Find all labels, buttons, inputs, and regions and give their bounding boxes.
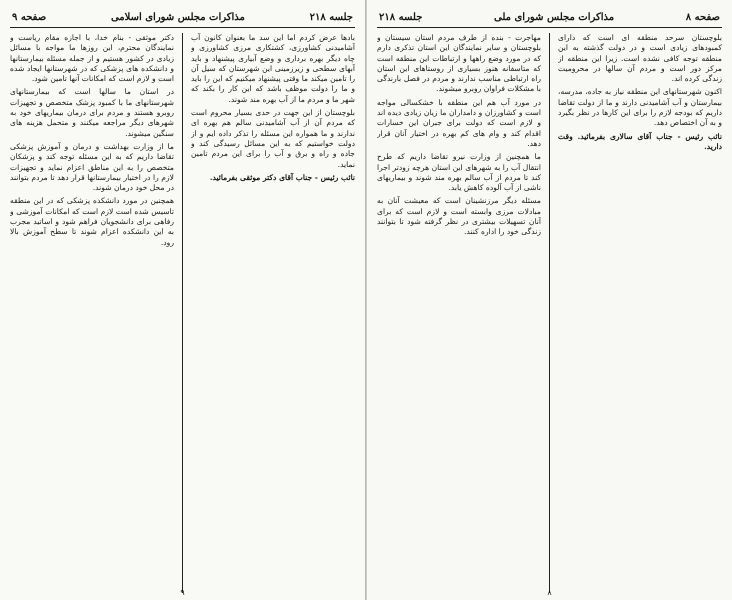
right-page [366, 0, 732, 600]
column-right [558, 33, 722, 593]
columns [377, 33, 722, 593]
paragraph: بلوچستان سرحد منطقه ای است که دارای کمبودهای زیادی است و در دولت گذشته به این منطقه توجه کافی نشده است. زیرا این منطقه از مرکز دور است و مردم آن سالها در محرومیت زندگی کرده اند. [558, 33, 722, 84]
page-header [377, 10, 722, 28]
header-title: مذاکرات مجلس شورای ملی [494, 12, 615, 23]
paragraph: بادها عرض کردم اما این سد ما بعنوان کانون آب آشامیدنی کشاورزی، کشتکاری مرزی کشاورزی و چاه دیگر بهره برداری و وضع آبیاری پیشنهاد و باید آبهای سطحی و زیرزمینی این شهرستان که سیل آن را تامین میکند ما وقتی پیشنهاد میکنیم که این را باید و ما را دولت موظف باشد که این کار را بکند که شهر ما و مردم ما از آب بهره مند شوند. [191, 33, 355, 104]
column-divider [549, 33, 550, 593]
paragraph: همچنین در مورد دانشکده پزشکی که در این منطقه تاسیس شده است لازم است که امکانات آموزشی و رفاهی برای دانشجویان فراهم شود و اساتید مجرب به این دانشکده اعزام شوند تا سطح آموزش بالا رود. [10, 196, 174, 247]
paragraph: ما همچنین از وزارت نیرو تقاضا داریم که طرح انتقال آب را به شهرهای این استان هرچه زودتر اجرا کند تا مردم از آب سالم بهره مند شوند و بیماریهای ناشی از آب آلوده کاهش یابد. [377, 152, 541, 193]
paragraph: در مورد آب هم این منطقه با خشکسالی مواجه است و کشاورزان و دامداران ما زیان زیادی دیده اند و لازم است که دولت برای جبران این خسارات اقدام کند و وام های کم بهره در اختیار آنان قرار دهد. [377, 97, 541, 148]
page-header [10, 10, 355, 28]
session-label: جلسه ۲۱۸ [379, 12, 423, 23]
session-label: جلسه ۲۱۸ [309, 12, 353, 23]
page-number-label: صفحه ۸ [685, 12, 720, 23]
paragraph: در استان ما سالها است که بیمارستانهای شهرستانهای ما با کمبود پزشک متخصص و تجهیزات روبرو هستند و مردم برای درمان بیماریهای خود به شهرهای دیگر مراجعه میکنند و متحمل هزینه های سنگین میشوند. [10, 87, 174, 138]
column-right [191, 33, 355, 593]
column-divider [182, 33, 183, 593]
paragraph: دکتر موثقی - بنام خدا، با اجازه مقام ریاست و نمایندگان محترم، این روزها ما مواجه با مسائل زیادی در کشور هستیم و از جمله مسئله بیمارستانها و دانشکده های پزشکی که در شهرستانها ایجاد شده است و لازم است که امکانات آنها تامین شود. [10, 33, 174, 84]
header-title: مذاکرات مجلس شورای اسلامی [110, 12, 245, 23]
speaker-line: نائب رئیس - جناب آقای سالاری بفرمائید. وقت دارید. [558, 131, 722, 151]
column-left [377, 33, 541, 593]
paragraph: مسئله دیگر مرزنشینان است که معیشت آنان به مبادلات مرزی وابسته است و لازم است که برای آنان تسهیلات بیشتری در نظر گرفته شود تا بتوانند زندگی خود را اداره کنند. [377, 196, 541, 237]
speaker-line: نائب رئیس - جناب آقای دکتر موثقی بفرمائید. [209, 172, 355, 182]
paragraph: بلوچستان از این جهت در حدی بسیار محروم است که مردم آن از آب آشامیدنی سالم هم بهره ای ندارند و ما همواره این مسئله را تذکر داده ایم و از دولت خواستیم که به این مسائل رسیدگی کند و جاده و راه و برق و آب را برای این مردم تامین نماید. [191, 108, 355, 169]
page-footer: ۹ [180, 588, 185, 597]
columns [10, 33, 355, 593]
page-number-label: صفحه ۹ [12, 12, 47, 23]
paragraph: ما از وزارت بهداشت و درمان و آموزش پزشکی تقاضا داریم که به این مسئله توجه کند و پزشکان متخصص را به این مناطق اعزام نماید و تجهیزات لازم را در اختیار بیمارستانها قرار دهد تا مردم بتوانند در محل خود درمان شوند. [10, 141, 174, 193]
page-footer: ۸ [547, 588, 552, 597]
paragraph: اکنون شهرستانهای این منطقه نیاز به جاده، مدرسه، بیمارستان و آب آشامیدنی دارند و ما از دولت تقاضا داریم که بودجه لازم را برای این کارها در نظر بگیرد و به آن اختصاص دهد. [558, 87, 722, 128]
column-left [10, 33, 174, 593]
paragraph: مهاجرت - بنده از طرف مردم استان سیستان و بلوچستان و سایر نمایندگان این استان تذکری دارم که در مورد وضع راهها و ارتباطات این منطقه است که متاسفانه هنوز بسیاری از روستاهای این استان راه ارتباطی مناسب ندارند و مردم در فصل بارندگی با مشکلات فراوان روبرو میشوند. [377, 33, 541, 94]
